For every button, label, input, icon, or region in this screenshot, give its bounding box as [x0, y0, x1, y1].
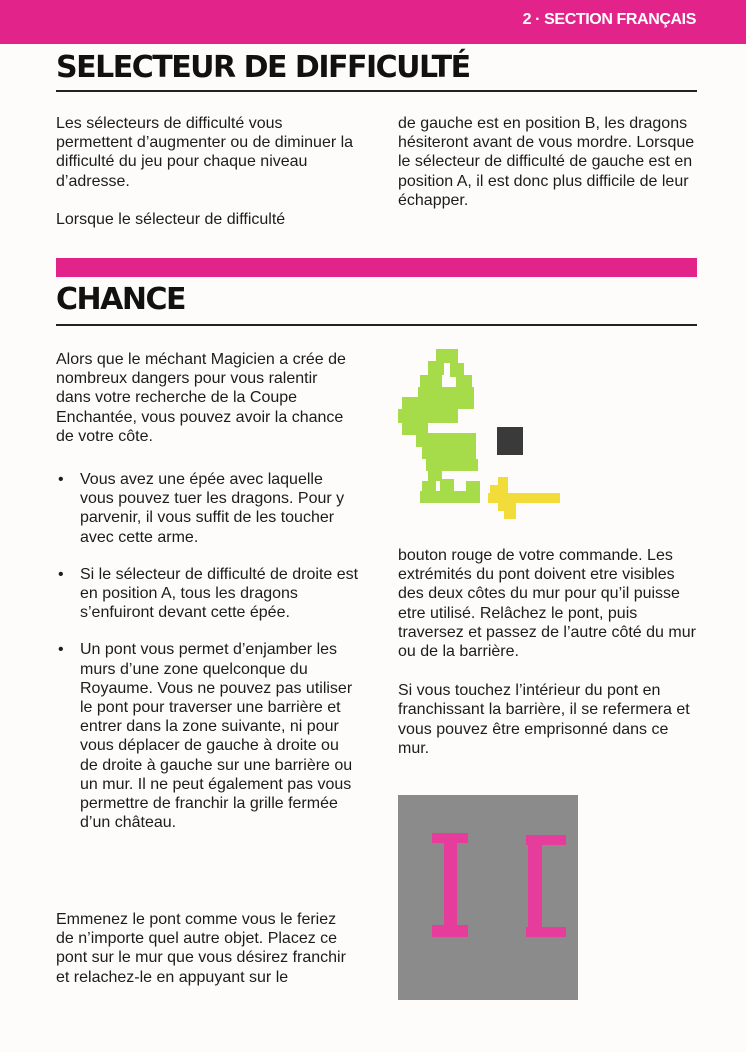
- list-item: [56, 565, 361, 623]
- bridge-paragraph-1: bouton rouge de votre commande. Les extrémités du pont doivent etre visibles des deux côtes du mur pour qu’il puisse etre utilisé. Relâchez le pont, puis traversez et passez de l’autre côté du mur ou de la barrière.: [398, 547, 696, 661]
- bullet-text: Si le sélecteur de difficulté de droite est en position A, tous les dragons s’enfuiront devant cette épée.: [80, 565, 359, 622]
- bullet-text: Vous avez une épée avec laquelle vous pouvez tuer les dragons. Pour y parvenir, il vous suffit de les toucher avec cette arme.: [80, 471, 345, 546]
- difficulty-right-column: [398, 114, 698, 210]
- list-item: [56, 640, 361, 832]
- section-label: 2 · SECTION FRANÇAIS: [522, 11, 696, 28]
- bullet-text: Un pont vous permet d’enjamber les murs d’une zone quelconque du Royaume. Vous ne pouvez pas utiliser le pont pour traverser une barrière et entrer dans la zone suivante, ni pour vous déplacer de gauche à droite ou de droite à gauche sur une barrière ou un mur. Il ne peut également pas vous permettre de franchir la grille fermée d’un château.: [80, 641, 353, 832]
- chance-right-column: [398, 546, 703, 758]
- list-item: [56, 470, 361, 547]
- square-icon: [497, 427, 523, 455]
- sword-icon: [488, 477, 560, 519]
- difficulty-paragraph-2: Lorsque le sélecteur de difficulté: [56, 210, 286, 228]
- bullet-icon: •: [58, 641, 64, 659]
- chance-bullet-list: [56, 470, 361, 850]
- bullet-icon: •: [58, 565, 64, 583]
- header-bar: [0, 0, 746, 44]
- bridge-icon: [398, 795, 578, 1000]
- dragon-sword-illustration: [392, 345, 572, 525]
- difficulty-paragraph-1: Les sélecteurs de difficulté vous permettent d’augmenter ou de diminuer la difficulté du jeu pour chaque niveau d’adresse.: [56, 115, 354, 190]
- title-rule: [56, 90, 697, 92]
- chance-intro: Alors que le méchant Magicien a crée de nombreux dangers pour vous ralentir dans votre recherche de la Coupe Enchantée, vous pouvez avoir la chance de votre côte.: [56, 351, 346, 445]
- dragon-icon: [398, 349, 480, 503]
- bridge-illustration: [398, 795, 578, 1000]
- section-title-chance: CHANCE: [56, 282, 185, 317]
- bridge-paragraph-2: Si vous touchez l’intérieur du pont en franchissant la barrière, il se refermera et vous pouvez être emprisonné dans ce mur.: [398, 682, 690, 757]
- section-divider-bar: [56, 258, 697, 277]
- difficulty-left-column: [56, 114, 356, 229]
- difficulty-paragraph-3: de gauche est en position B, les dragons hésiteront avant de vous mordre. Lorsque le sélecteur de difficulté de gauche est en position A, il est donc plus difficile de leur échapper.: [398, 115, 695, 209]
- bullet-icon: •: [58, 471, 64, 488]
- chance-outro: Emmenez le pont comme vous le feriez de n’importe quel autre objet. Placez ce pont sur le mur que vous désirez franchir et relachez-le en appuyant sur le: [56, 911, 346, 986]
- section-title-difficulty: SELECTEUR DE DIFFICULTÉ: [56, 50, 470, 85]
- title-rule: [56, 324, 697, 326]
